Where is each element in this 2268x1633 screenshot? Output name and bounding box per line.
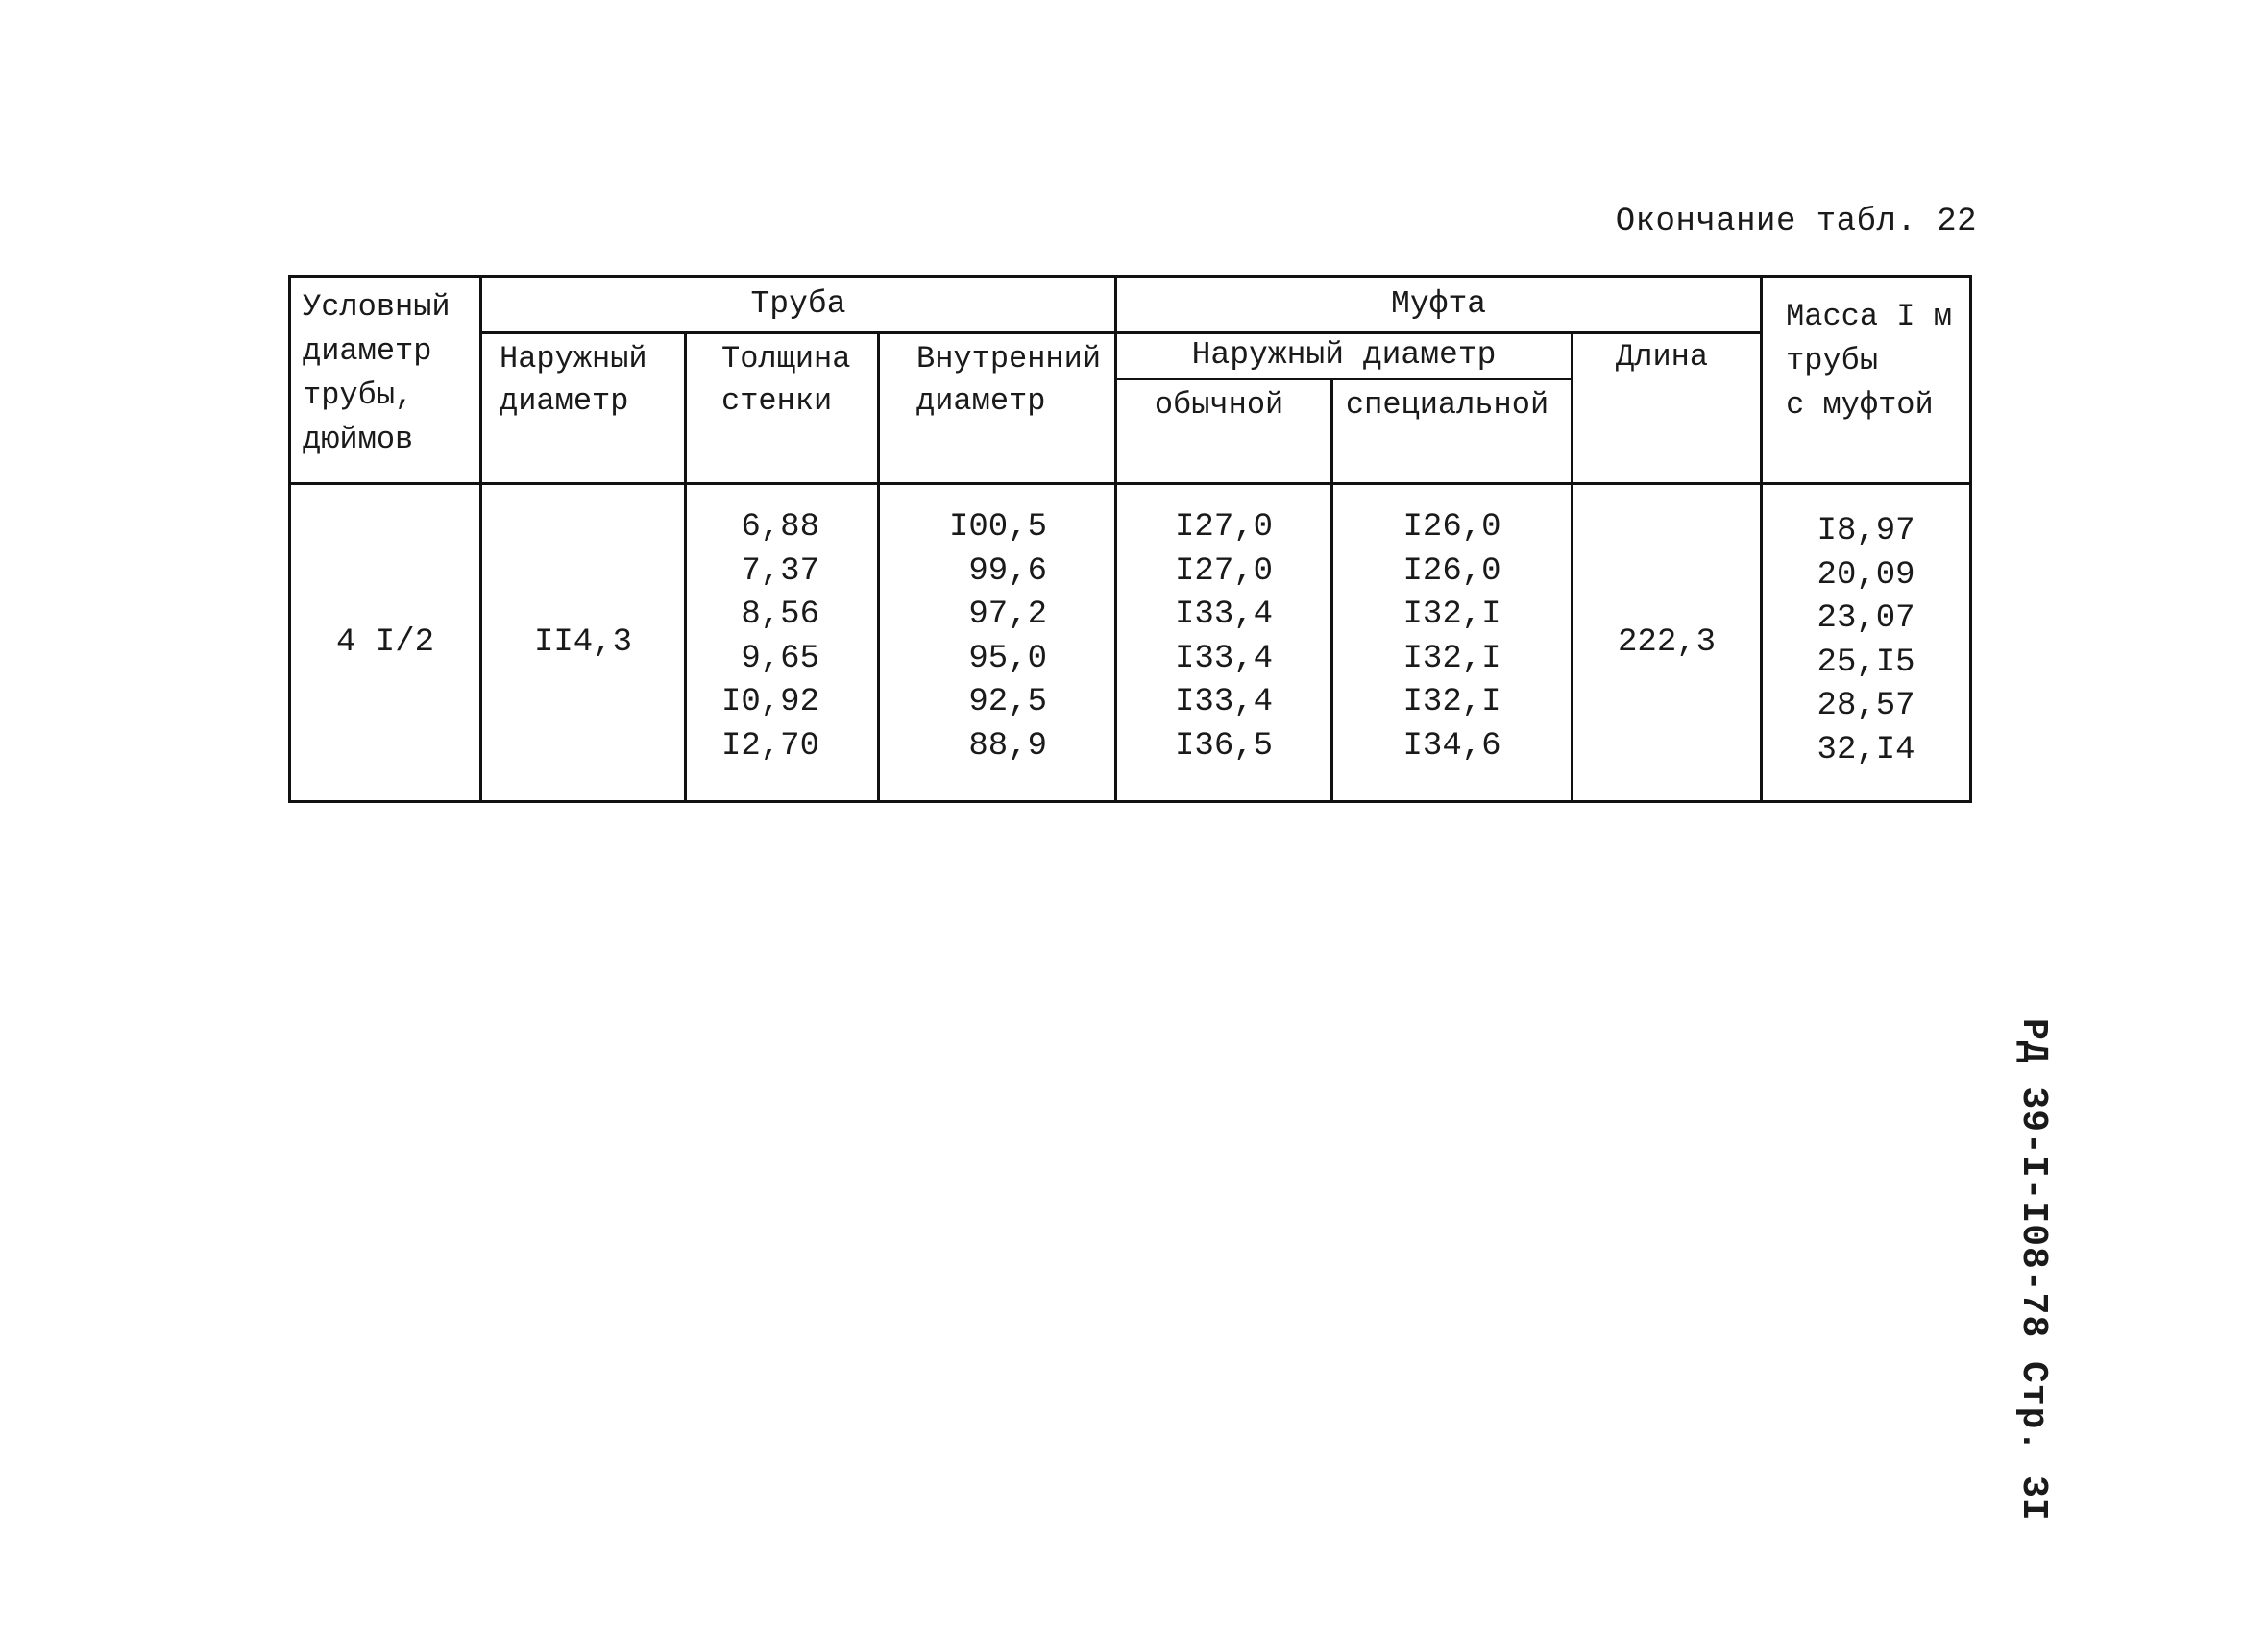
cell-nominal-diameter: 4 I/2 — [290, 484, 481, 802]
header-mass: Масса I м трубы с муфтой — [1762, 277, 1971, 484]
list-item: I2,70 — [720, 727, 819, 765]
list-item: 88,9 — [968, 727, 1048, 765]
cell-coupling-length: 222,3 — [1573, 484, 1762, 802]
header-wall-thickness: Толщина стенки — [686, 333, 879, 484]
list-item: 25,I5 — [1817, 644, 1915, 681]
document-reference: РД 39-I-I08-78 Стр. 3I — [2012, 1018, 2054, 1522]
cell-mass-list — [1762, 484, 1971, 802]
header-coupling-length: Длина — [1573, 333, 1762, 484]
header-pipe-outer-diameter: Наружный диаметр — [481, 333, 686, 484]
list-item: 9,65 — [741, 640, 819, 677]
list-item: I26,0 — [1402, 509, 1501, 546]
cell-coupling-regular-list — [1116, 484, 1332, 802]
list-item: I36,5 — [1175, 727, 1274, 765]
list-item: I26,0 — [1402, 552, 1501, 590]
list-item: I27,0 — [1175, 509, 1274, 546]
table-caption: Окончание табл. 22 — [1615, 204, 1977, 240]
list-item: I32,I — [1402, 640, 1501, 677]
pipe-coupling-table — [288, 275, 1972, 803]
cell-wall-thickness-list — [686, 484, 879, 802]
list-item: 99,6 — [968, 552, 1048, 590]
list-item: 23,07 — [1817, 600, 1915, 637]
list-item: I00,5 — [949, 509, 1048, 546]
list-item: I33,4 — [1175, 684, 1274, 720]
header-coupling-special: специальной — [1332, 378, 1573, 483]
list-item: 32,I4 — [1817, 731, 1915, 768]
header-coupling-group: Муфта — [1116, 277, 1762, 333]
list-item: 20,09 — [1817, 556, 1915, 594]
list-item: I33,4 — [1175, 597, 1274, 633]
list-item: 8,56 — [741, 597, 819, 633]
list-item: 7,37 — [741, 552, 819, 590]
header-coupling-outer-diameter: Наружный диаметр — [1116, 333, 1573, 379]
cell-coupling-special-list — [1332, 484, 1573, 802]
list-item: 28,57 — [1817, 688, 1915, 724]
header-inner-diameter: Внутренний диаметр — [879, 333, 1116, 484]
list-item: I32,I — [1402, 684, 1501, 720]
list-item: I34,6 — [1402, 727, 1501, 765]
header-pipe-group: Труба — [481, 277, 1116, 333]
list-item: I0,92 — [720, 684, 819, 720]
list-item: 95,0 — [968, 640, 1048, 677]
header-nominal-diameter: Условный диаметр трубы, дюймов — [290, 277, 481, 484]
list-item: I27,0 — [1175, 552, 1274, 590]
list-item: I8,97 — [1817, 513, 1915, 549]
list-item: I33,4 — [1175, 640, 1274, 677]
list-item: 6,88 — [741, 509, 819, 546]
header-coupling-regular: обычной — [1116, 378, 1332, 483]
cell-inner-diameter-list — [879, 484, 1116, 802]
cell-pipe-outer-diameter: II4,3 — [481, 484, 686, 802]
list-item: I32,I — [1402, 597, 1501, 633]
list-item: 92,5 — [968, 684, 1048, 720]
list-item: 97,2 — [968, 597, 1048, 633]
